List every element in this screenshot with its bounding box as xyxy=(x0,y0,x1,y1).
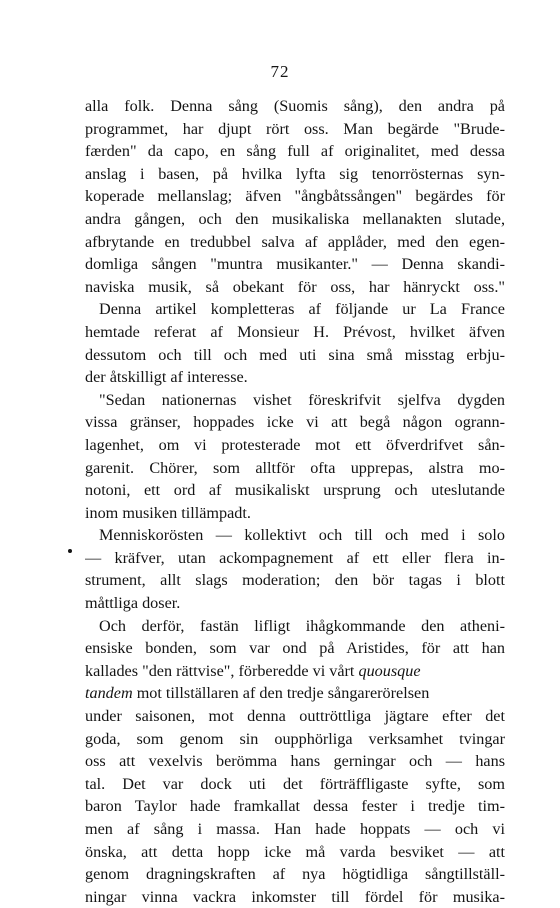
text-line: "Sedan nationernas vishet föreskrifvit sjelfva dygden xyxy=(99,390,505,409)
text-line: Menniskorösten — kollektivt och till och med i solo xyxy=(99,526,505,545)
text-block xyxy=(85,95,505,908)
italic-phrase: tandem xyxy=(85,684,133,703)
text-line: dessutom och till och med uti sina små misstag erbju- xyxy=(85,345,505,364)
text-line: — kräfver, utan ackompagnement af ett eller flera in- xyxy=(85,548,505,567)
text-line: genom dragningskraften af nya högtidliga sångtillställ- xyxy=(85,865,505,884)
text-line: oss att vexelvis berömma hans gerningar och — hans xyxy=(85,752,505,771)
text-line: ensiske bonden, som var ond på Aristides, för att han xyxy=(85,639,505,658)
text-line: lagenhet, om vi protesterade mot ett öfverdrifvet sån- xyxy=(85,435,505,454)
page-number: 72 xyxy=(270,62,290,81)
text-line: Denna artikel kompletteras af följande ur La France xyxy=(99,300,505,319)
text-line: notoni, ett ord af musikaliskt ursprung och uteslutande xyxy=(85,481,505,500)
text-line: andra gången, och den musikaliska mellanakten slutade, xyxy=(85,209,505,228)
text-line: hemtade referat af Monsieur H. Prévost, hvilket äfven xyxy=(85,322,505,341)
text-line: programmet, har djupt rört oss. Man begärde "Brude- xyxy=(85,119,505,138)
text-line: goda, som genom sin oupphörliga verksamhet tvingar xyxy=(85,729,505,748)
text-line: færden" da capo, en sång full af originalitet, med dessa xyxy=(85,142,505,161)
text-line: alla folk. Denna sång (Suomis sång), den andra på xyxy=(85,97,505,115)
text-line: garenit. Chörer, som alltför ofta upprepas, alstra mo- xyxy=(85,458,505,477)
text-run: kallades "den rättvise", förberedde vi vårt xyxy=(85,661,359,680)
text-line: önska, att detta hopp icke må varda besviket — att xyxy=(85,842,505,861)
text-line: anslag i basen, på hvilka lyfta sig tenorrösternas syn- xyxy=(85,164,505,183)
text-line: strument, allt slags moderation; den bör tagas i blott xyxy=(85,571,505,590)
text-line: under saisonen, mot denna outtröttliga jägtare efter det xyxy=(85,707,505,726)
text-line: domliga sången "muntra musikanter." — Denna skandi- xyxy=(85,255,505,274)
text-line: baron Taylor hade framkallat dessa fester i tredje tim- xyxy=(85,797,505,816)
text-run: mot tillställaren af den tredje sångarerörelsen xyxy=(132,684,430,703)
text-line: afbrytande en tredubbel salva af applåder, med den egen- xyxy=(85,232,505,251)
text-line: inom musiken tillämpadt. xyxy=(85,503,251,522)
text-line: der åtskilligt af interesse. xyxy=(85,368,248,387)
text-line: men af sång i massa. Han hade hoppats — och vi xyxy=(85,820,505,838)
text-line: ningar vinna vackra inkomster till fördel för musika- xyxy=(85,887,505,906)
text-line: måttliga doser. xyxy=(85,594,181,613)
text-line: naviska musik, så obekant för oss, har hänryckt oss." xyxy=(85,277,505,296)
text-line xyxy=(85,682,505,705)
text-line: tal. Det var dock uti det förträffligaste syfte, som xyxy=(85,774,505,793)
text-line: koperade mellanslag; äfven "ångbåtssången" begärdes för xyxy=(85,187,505,206)
italic-phrase: quousque xyxy=(358,661,421,680)
text-line xyxy=(85,660,505,683)
text-line: vissa gränser, hoppades icke vi att begå någon ogrann- xyxy=(85,413,505,432)
dot-mark xyxy=(68,549,72,553)
text-line: Och derför, fastän lifligt ihågkommande den atheni- xyxy=(99,616,505,635)
